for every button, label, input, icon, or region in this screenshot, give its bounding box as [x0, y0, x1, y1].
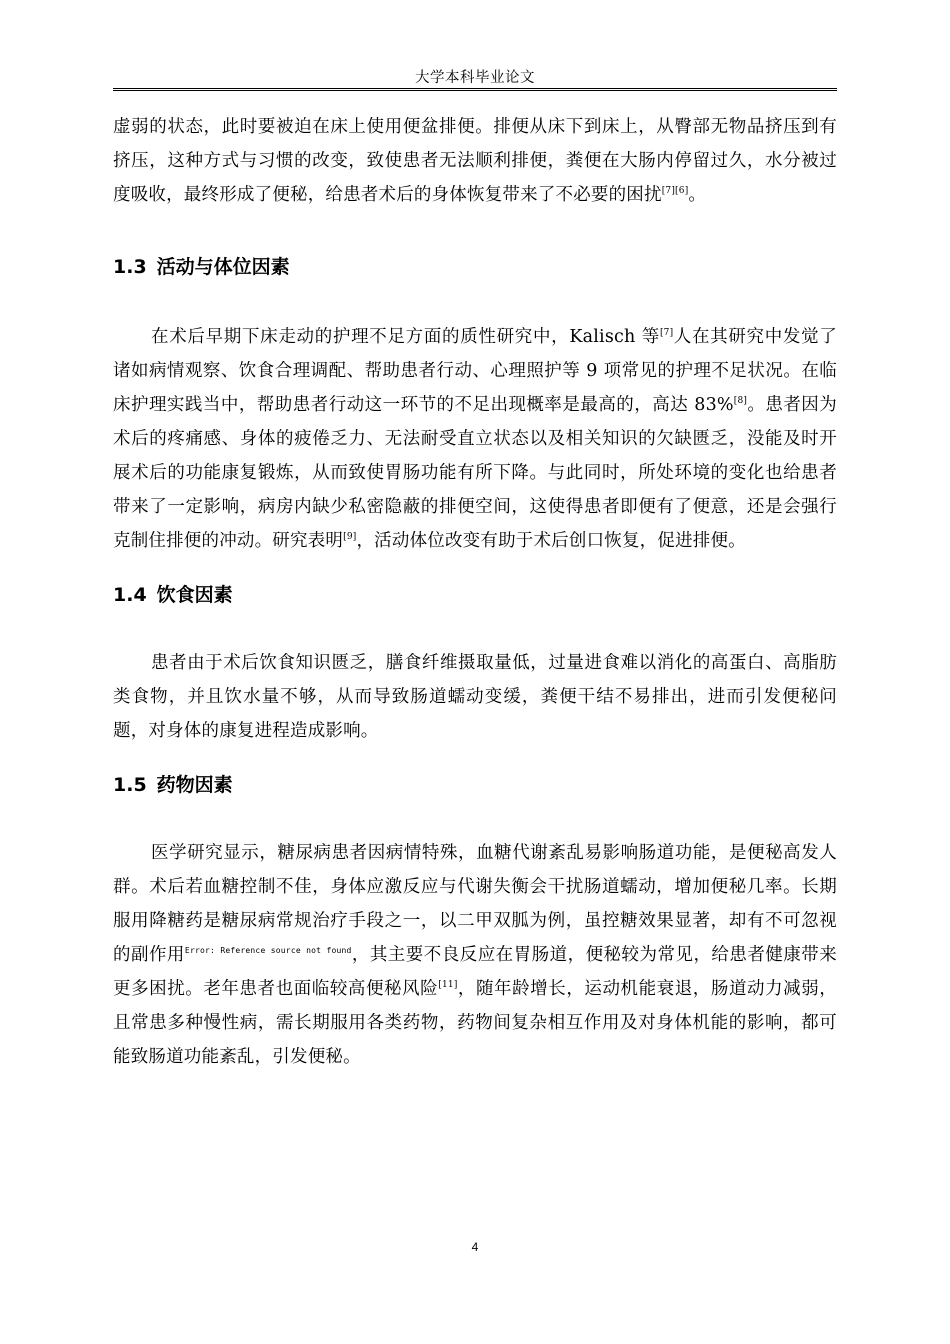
- section-number: 1.4: [113, 584, 147, 606]
- section-heading-1-4: [113, 580, 837, 610]
- paragraph-text: ，随年龄增长，运动机能衰退，肠道动力减弱，且常患多种慢性病，需长期服用各类药物，药物间复杂相互作用及对身体机能的影响，都可能致肠道功能紊乱，引发便秘。: [113, 979, 837, 1067]
- section-1-5-paragraph: [113, 836, 837, 1074]
- document-body: [113, 110, 837, 1074]
- header-rule: [113, 88, 837, 89]
- running-header: 大学本科毕业论文: [415, 70, 535, 86]
- section-title: 活动与体位因素: [156, 256, 290, 278]
- section-number: 1.3: [113, 256, 147, 278]
- paragraph-text: 在术后早期下床走动的护理不足方面的质性研究中，Kalisch 等: [151, 327, 660, 347]
- section-1-3-paragraph: [113, 320, 837, 558]
- reference-error: Error: Reference source not found: [184, 946, 352, 956]
- paragraph-text: 医学研究显示，糖尿病患者因病情特殊，血糖代谢紊乱易影响肠道功能，是便秘高发人群。术后若血糖控制不佳，身体应激反应与代谢失衡会干扰肠道蠕动，增加便秘几率。长期服用降糖药是糖尿病常规治疗手段之一，以二甲双胍为例，虽控糖效果显著，却有不可忽视的副作用: [113, 843, 837, 965]
- section-title: 药物因素: [156, 774, 233, 796]
- section-title: 饮食因素: [156, 584, 233, 606]
- section-number: 1.5: [113, 774, 147, 796]
- paragraph-text: ，活动体位改变有助于术后创口恢复，促进排便。: [356, 531, 746, 551]
- page-number: 4: [471, 1240, 479, 1254]
- intro-end: 。: [688, 185, 707, 205]
- paragraph-text: 人在其研究中发觉了诸如病情观察、饮食合理调配、帮助患者行动、心理照护等 9 项常见的护理不足状况。在临床护理实践当中，帮助患者行动这一环节的不足出现概率是最高的，高达 83%: [113, 327, 837, 415]
- citation: [8]: [733, 396, 748, 407]
- paragraph-text: 。患者因为术后的疼痛感、身体的疲倦乏力、无法耐受直立状态以及相关知识的欠缺匮乏，没能及时开展术后的功能康复锻炼，从而致使胃肠功能有所下降。与此同时，所处环境的变化也给患者带来了一定影响，病房内缺少私密隐蔽的排便空间，这使得患者即便有了便意，还是会强行克制住排便的冲动。研究表明: [113, 395, 837, 551]
- header-rule-thin: [113, 90, 837, 91]
- citation: [9]: [343, 532, 357, 543]
- citation: [7]: [659, 328, 674, 339]
- citation: [11]: [438, 980, 458, 991]
- section-heading-1-5: [113, 770, 837, 800]
- intro-text: 虚弱的状态，此时要被迫在床上使用便盆排便。排便从床下到床上，从臀部无物品挤压到有挤压，这种方式与习惯的改变，致使患者无法顺利排便，粪便在大肠内停留过久，水分被过度吸收，最终形成了便秘，给患者术后的身体恢复带来了不必要的困扰: [113, 117, 837, 205]
- section-heading-1-3: [113, 252, 837, 282]
- intro-paragraph: [113, 110, 837, 212]
- citation: [7][6]: [661, 186, 689, 197]
- paragraph-text: ，其主要不良反应在胃肠道，便秘较为常见，给患者健康带来更多困扰。老年患者也面临较高便秘风险: [113, 945, 837, 999]
- section-1-4-paragraph: 患者由于术后饮食知识匮乏，膳食纤维摄取量低，过量进食难以消化的高蛋白、高脂肪类食物，并且饮水量不够，从而导致肠道蠕动变缓，粪便干结不易排出，进而引发便秘问题，对身体的康复进程造成影响。: [113, 653, 837, 741]
